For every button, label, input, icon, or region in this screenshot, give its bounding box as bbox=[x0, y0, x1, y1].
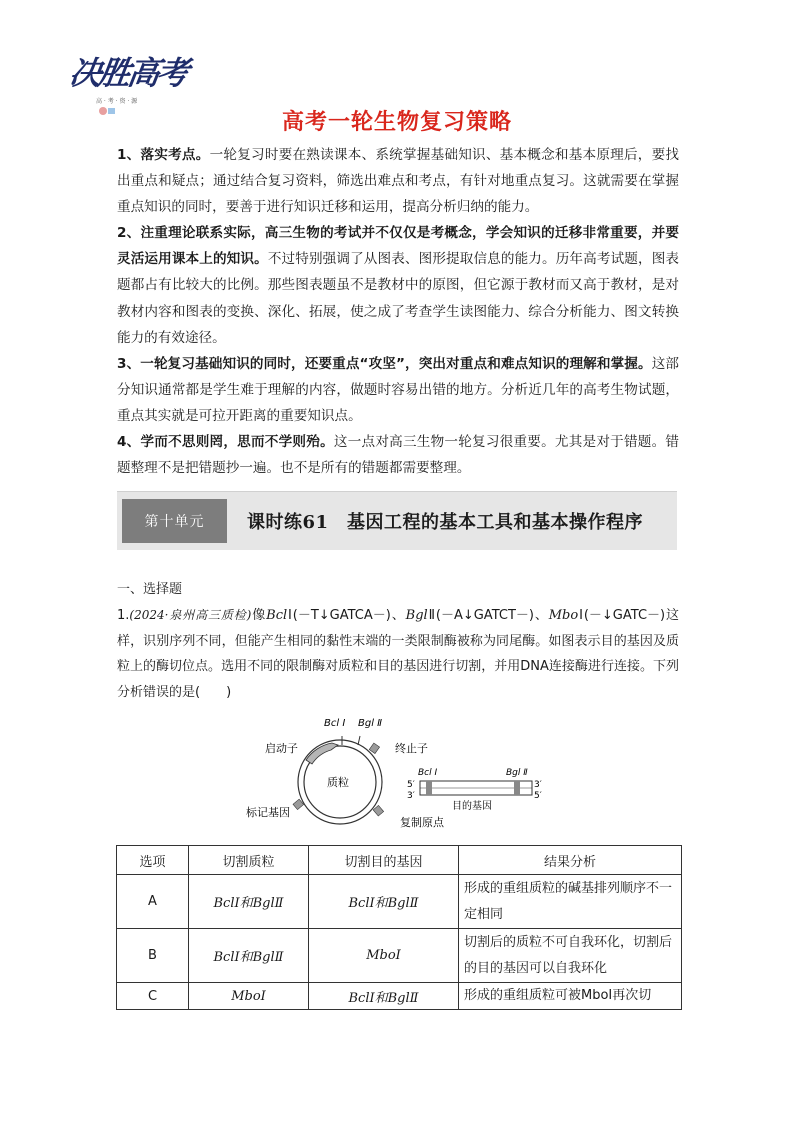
strategy-body: 不过特别强调了从图表、图形提取信息的能力。历年高考试题，图表题都占有比较大的比例。那些图表题虽不是教材中的原图，但它源于教材而又高于教材，是对教材内容和图表的变换、深化、拓展，使之成了考查学生读图能力、综合分析能力、图文转换能力的有效途径。 bbox=[117, 251, 679, 346]
five-prime-left: 5′ bbox=[407, 780, 415, 790]
target-gene-label: 目的基因 bbox=[452, 801, 492, 812]
gene-bcl-label: Bcl Ⅰ bbox=[418, 768, 438, 778]
strategy-lead: 2、注重理论联系实际，高三生物的考试并不仅仅是考概念，学会知识的迁移非常重要，并要灵活运用课本上的知识。 bbox=[117, 225, 679, 268]
gene-cut-cell: BclⅠ和BglⅡ bbox=[309, 983, 459, 1010]
question-stem bbox=[117, 603, 679, 705]
lesson-title: 课时练61 基因工程的基本工具和基本操作程序 bbox=[247, 512, 644, 533]
section-heading: 一、选择题 bbox=[117, 582, 183, 597]
plasmid-cut-cell: BclⅠ和BglⅡ bbox=[189, 875, 309, 929]
table-header-row bbox=[117, 846, 682, 875]
promoter-arrow bbox=[306, 743, 338, 764]
strategy-body: 这部分知识通常都是学生难于理解的内容，做题时容易出错的地方。分析近几年的高考生物试题，重点其实就是可拉开距离的重要知识点。 bbox=[117, 355, 680, 424]
unit-header-bar bbox=[117, 491, 677, 550]
enzyme-bgl: Bgl bbox=[405, 608, 428, 623]
option-cell: C bbox=[117, 983, 189, 1010]
strategy-item bbox=[117, 220, 679, 350]
roman-numeral: Ⅱ bbox=[427, 608, 436, 623]
gene-cut-cell: MboⅠ bbox=[309, 929, 459, 983]
option-cell: B bbox=[117, 929, 189, 983]
gene-bgl-label: Bgl Ⅱ bbox=[506, 768, 528, 778]
stem-text: 像 bbox=[251, 608, 267, 623]
question-number: 1. bbox=[117, 608, 130, 623]
enzyme-bcl: Bcl bbox=[266, 608, 288, 623]
sequence-bgl: (－A↓GATCT－)、 bbox=[435, 608, 549, 623]
origin-block bbox=[373, 805, 384, 816]
table-header-cell: 切割质粒 bbox=[189, 846, 309, 875]
gene-cut-cell: BclⅠ和BglⅡ bbox=[309, 875, 459, 929]
table-row bbox=[117, 875, 682, 929]
plasmid-cut-cell: BclⅠ和BglⅡ bbox=[189, 929, 309, 983]
bcl-label: Bcl Ⅰ bbox=[324, 718, 346, 729]
strategy-lead: 4、学而不思则罔，思而不学则殆。 bbox=[117, 434, 334, 451]
plasmid-label: 质粒 bbox=[327, 776, 349, 789]
unit-tag: 第十单元 bbox=[122, 499, 227, 543]
origin-label: 复制原点 bbox=[400, 816, 444, 829]
option-cell: A bbox=[117, 875, 189, 929]
stem-text: (－↓GATC－)这样，识别序列不同，但能产生相同的黏性末端的一类限制酶被称为同尾酶。如图表示目的基因及质粒上的酶切位点。选用不同的限制酶对质粒和目的基因进行切割，并用DNA连接酶进行连接。下列分析错误的是( ) bbox=[117, 608, 679, 700]
roman-numeral: Ⅰ bbox=[578, 608, 584, 623]
strategy-item bbox=[117, 429, 679, 481]
terminator-label: 终止子 bbox=[395, 742, 428, 755]
options-table bbox=[116, 845, 682, 1010]
three-prime-right: 3′ bbox=[534, 780, 542, 790]
gene-bcl-site bbox=[426, 781, 432, 795]
strategy-lead: 3、一轮复习基础知识的同时，还要重点“攻坚”，突出对重点和难点知识的理解和掌握。 bbox=[117, 355, 652, 372]
strategy-body: 一轮复习时要在熟读课本、系统掌握基础知识、基本概念和基本原理后，要找出重点和疑点；通过结合复习资料，筛选出难点和考点，有针对地重点复习。这就需要在掌握重点知识的同时，要善于进行知识迁移和运用，提高分析归纳的能力。 bbox=[117, 147, 679, 216]
terminator-block bbox=[369, 743, 379, 754]
table-row bbox=[117, 929, 682, 983]
plasmid-cut-cell: MboⅠ bbox=[189, 983, 309, 1010]
logo-text: 决胜高考 bbox=[67, 54, 189, 92]
table-header-cell: 选项 bbox=[117, 846, 189, 875]
table-header-cell: 结果分析 bbox=[459, 846, 682, 875]
result-cell: 形成的重组质粒可被MboⅠ再次切 bbox=[459, 983, 682, 1010]
bgl-label: Bgl Ⅱ bbox=[358, 718, 383, 729]
result-cell: 形成的重组质粒的碱基排列顺序不一定相同 bbox=[459, 875, 682, 929]
sequence-bcl: (－T↓GATCA－)、 bbox=[292, 608, 406, 623]
plasmid-diagram bbox=[240, 712, 550, 832]
logo-subtitle: 高 · 考 · 资 · 源 bbox=[96, 98, 138, 105]
strategy-item bbox=[117, 351, 679, 429]
strategy-body: 这一点对高三生物一轮复习很重要。尤其是对于错题。错题整理不是把错题抄一遍。也不是所有的错题都需要整理。 bbox=[117, 434, 680, 477]
strategy-list bbox=[117, 142, 679, 481]
three-prime-left: 3′ bbox=[407, 791, 415, 801]
strategy-lead: 1、落实考点。 bbox=[117, 147, 210, 163]
table-row bbox=[117, 983, 682, 1010]
marker-label: 标记基因 bbox=[246, 806, 290, 819]
promoter-label: 启动子 bbox=[265, 742, 298, 755]
roman-numeral: Ⅰ bbox=[287, 608, 293, 623]
five-prime-right: 5′ bbox=[534, 791, 542, 801]
table-header-cell: 切割目的基因 bbox=[309, 846, 459, 875]
bgl-cut-line bbox=[358, 736, 360, 745]
result-cell: 切割后的质粒不可自我环化，切割后的目的基因可以自我环化 bbox=[459, 929, 682, 983]
gene-bgl-site bbox=[514, 781, 520, 795]
enzyme-mbo: Mbo bbox=[548, 608, 579, 623]
page-title: 高考一轮生物复习策略 bbox=[281, 110, 512, 135]
strategy-item bbox=[117, 142, 679, 220]
question-source: (2024·泉州高三质检) bbox=[129, 608, 252, 622]
